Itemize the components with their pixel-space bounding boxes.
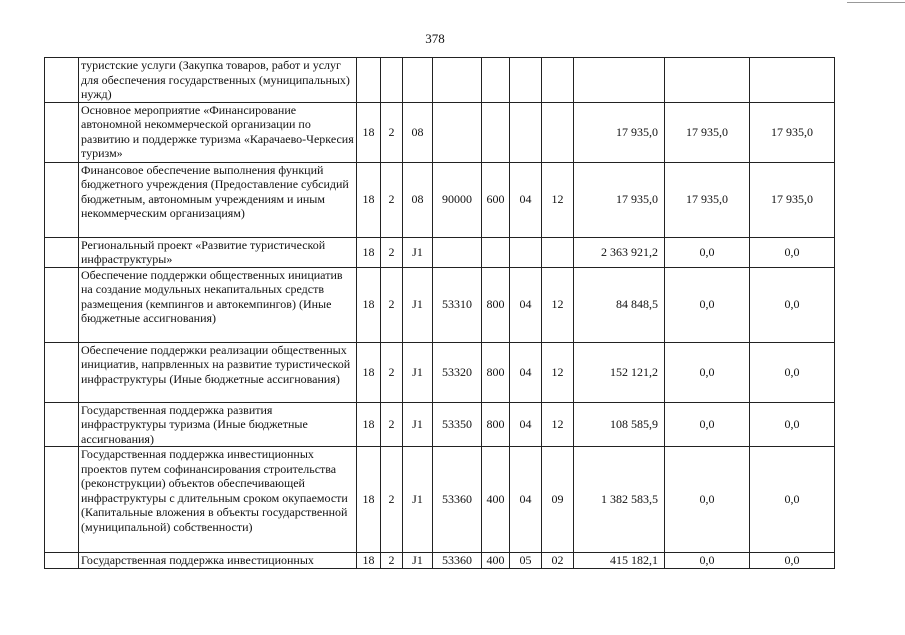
amount-year-1: 84 848,5 bbox=[574, 267, 665, 342]
budget-code-event bbox=[403, 58, 433, 103]
row-name: Государственная поддержка инвестиционных bbox=[79, 553, 357, 569]
amount-year-2: 0,0 bbox=[665, 267, 750, 342]
budget-code-event: J1 bbox=[403, 553, 433, 569]
budget-code-subprogram: 2 bbox=[381, 402, 403, 447]
budget-code-program: 18 bbox=[357, 402, 381, 447]
table-row bbox=[45, 237, 835, 267]
blank-cell bbox=[45, 447, 79, 553]
amount-year-3 bbox=[750, 58, 835, 103]
budget-code-expense-type bbox=[482, 58, 510, 103]
budget-code-subsection: 12 bbox=[542, 162, 574, 237]
amount-year-2: 0,0 bbox=[665, 553, 750, 569]
amount-year-2 bbox=[665, 58, 750, 103]
amount-year-3: 0,0 bbox=[750, 237, 835, 267]
budget-code-program: 18 bbox=[357, 237, 381, 267]
table-row bbox=[45, 58, 835, 103]
budget-code-subprogram: 2 bbox=[381, 553, 403, 569]
budget-code-program: 18 bbox=[357, 447, 381, 553]
amount-year-2: 0,0 bbox=[665, 447, 750, 553]
table-row bbox=[45, 342, 835, 402]
amount-year-2: 17 935,0 bbox=[665, 162, 750, 237]
budget-code-section: 05 bbox=[510, 553, 542, 569]
budget-code-subsection: 12 bbox=[542, 342, 574, 402]
budget-code-expense-type: 800 bbox=[482, 402, 510, 447]
table-row bbox=[45, 447, 835, 553]
budget-code-event: J1 bbox=[403, 342, 433, 402]
budget-code-subsection: 02 bbox=[542, 553, 574, 569]
amount-year-3: 0,0 bbox=[750, 342, 835, 402]
amount-year-3: 17 935,0 bbox=[750, 102, 835, 162]
budget-code-direction: 53360 bbox=[433, 553, 482, 569]
amount-year-2: 0,0 bbox=[665, 402, 750, 447]
row-name: туристские услуги (Закупка товаров, работ и услуг для обеспечения государственных (муниципальных) нужд) bbox=[79, 58, 357, 103]
row-name: Государственная поддержка развития инфраструктуры туризма (Иные бюджетные ассигнования) bbox=[79, 402, 357, 447]
corner-rule bbox=[847, 2, 905, 3]
table-row bbox=[45, 402, 835, 447]
row-name: Государственная поддержка инвестиционных проектов путем софинансирования строительства (реконструкции) объектов обеспечивающей инфраструктуры с длительным сроком окупаемости (Капитальные вложения в объекты государственной (муниципальной) собственности) bbox=[79, 447, 357, 553]
budget-code-event: J1 bbox=[403, 267, 433, 342]
blank-cell bbox=[45, 553, 79, 569]
amount-year-3: 0,0 bbox=[750, 402, 835, 447]
row-name: Обеспечение поддержки общественных инициатив на создание модульных некапитальных средств размещения (кемпингов и автокемпингов) (Иные бюджетные ассигнования) bbox=[79, 267, 357, 342]
budget-code-direction: 53310 bbox=[433, 267, 482, 342]
budget-code-subprogram: 2 bbox=[381, 342, 403, 402]
budget-code-expense-type: 800 bbox=[482, 342, 510, 402]
budget-code-subprogram: 2 bbox=[381, 237, 403, 267]
amount-year-3: 0,0 bbox=[750, 447, 835, 553]
budget-code-section: 04 bbox=[510, 447, 542, 553]
budget-code-section: 04 bbox=[510, 267, 542, 342]
budget-code-section bbox=[510, 102, 542, 162]
blank-cell bbox=[45, 342, 79, 402]
budget-code-direction: 90000 bbox=[433, 162, 482, 237]
blank-cell bbox=[45, 267, 79, 342]
budget-code-program: 18 bbox=[357, 162, 381, 237]
budget-code-event: J1 bbox=[403, 447, 433, 553]
amount-year-1: 17 935,0 bbox=[574, 102, 665, 162]
budget-code-direction: 53320 bbox=[433, 342, 482, 402]
budget-code-subprogram bbox=[381, 58, 403, 103]
amount-year-1: 17 935,0 bbox=[574, 162, 665, 237]
budget-code-section: 04 bbox=[510, 342, 542, 402]
budget-code-subprogram: 2 bbox=[381, 102, 403, 162]
blank-cell bbox=[45, 237, 79, 267]
budget-code-direction bbox=[433, 237, 482, 267]
table-row bbox=[45, 102, 835, 162]
amount-year-1 bbox=[574, 58, 665, 103]
budget-code-subprogram: 2 bbox=[381, 162, 403, 237]
amount-year-3: 0,0 bbox=[750, 553, 835, 569]
budget-code-expense-type: 400 bbox=[482, 553, 510, 569]
page-number: 378 bbox=[425, 31, 445, 46]
budget-code-subprogram: 2 bbox=[381, 447, 403, 553]
amount-year-2: 17 935,0 bbox=[665, 102, 750, 162]
budget-code-section bbox=[510, 237, 542, 267]
amount-year-1: 108 585,9 bbox=[574, 402, 665, 447]
budget-code-expense-type: 600 bbox=[482, 162, 510, 237]
row-name: Финансовое обеспечение выполнения функций бюджетного учреждения (Предоставление субсидий бюджетным, автономным учреждениям и иным некоммерческим организациям) bbox=[79, 162, 357, 237]
amount-year-1: 415 182,1 bbox=[574, 553, 665, 569]
budget-code-direction bbox=[433, 58, 482, 103]
budget-code-section: 04 bbox=[510, 402, 542, 447]
table-row bbox=[45, 162, 835, 237]
budget-code-direction bbox=[433, 102, 482, 162]
budget-code-expense-type: 800 bbox=[482, 267, 510, 342]
blank-cell bbox=[45, 162, 79, 237]
budget-code-section bbox=[510, 58, 542, 103]
budget-code-subsection bbox=[542, 237, 574, 267]
blank-cell bbox=[45, 402, 79, 447]
row-name: Обеспечение поддержки реализации общественных инициатив, напрвленных на развитие туристической инфраструктуры (Иные бюджетные ассигнования) bbox=[79, 342, 357, 402]
budget-code-direction: 53360 bbox=[433, 447, 482, 553]
budget-code-subprogram: 2 bbox=[381, 267, 403, 342]
row-name: Региональный проект «Развитие туристической инфраструктуры» bbox=[79, 237, 357, 267]
budget-code-program: 18 bbox=[357, 267, 381, 342]
budget-code-subsection bbox=[542, 58, 574, 103]
amount-year-1: 2 363 921,2 bbox=[574, 237, 665, 267]
budget-code-section: 04 bbox=[510, 162, 542, 237]
budget-code-direction: 53350 bbox=[433, 402, 482, 447]
amount-year-3: 0,0 bbox=[750, 267, 835, 342]
amount-year-1: 1 382 583,5 bbox=[574, 447, 665, 553]
budget-code-event: 08 bbox=[403, 102, 433, 162]
budget-table bbox=[44, 57, 835, 569]
budget-code-program: 18 bbox=[357, 553, 381, 569]
budget-code-event: J1 bbox=[403, 237, 433, 267]
budget-code-event: 08 bbox=[403, 162, 433, 237]
budget-code-expense-type bbox=[482, 102, 510, 162]
budget-code-expense-type bbox=[482, 237, 510, 267]
budget-code-event: J1 bbox=[403, 402, 433, 447]
budget-code-subsection: 12 bbox=[542, 267, 574, 342]
row-name: Основное мероприятие «Финансирование автономной некоммерческой организации по развитию и поддержке туризма «Карачаево-Черкесия туризм» bbox=[79, 102, 357, 162]
amount-year-2: 0,0 bbox=[665, 342, 750, 402]
table-row bbox=[45, 267, 835, 342]
amount-year-3: 17 935,0 bbox=[750, 162, 835, 237]
amount-year-1: 152 121,2 bbox=[574, 342, 665, 402]
budget-code-program bbox=[357, 58, 381, 103]
blank-cell bbox=[45, 102, 79, 162]
amount-year-2: 0,0 bbox=[665, 237, 750, 267]
blank-cell bbox=[45, 58, 79, 103]
budget-code-expense-type: 400 bbox=[482, 447, 510, 553]
budget-code-subsection: 09 bbox=[542, 447, 574, 553]
budget-code-subsection: 12 bbox=[542, 402, 574, 447]
budget-code-subsection bbox=[542, 102, 574, 162]
table-row bbox=[45, 553, 835, 569]
budget-code-program: 18 bbox=[357, 342, 381, 402]
budget-code-program: 18 bbox=[357, 102, 381, 162]
